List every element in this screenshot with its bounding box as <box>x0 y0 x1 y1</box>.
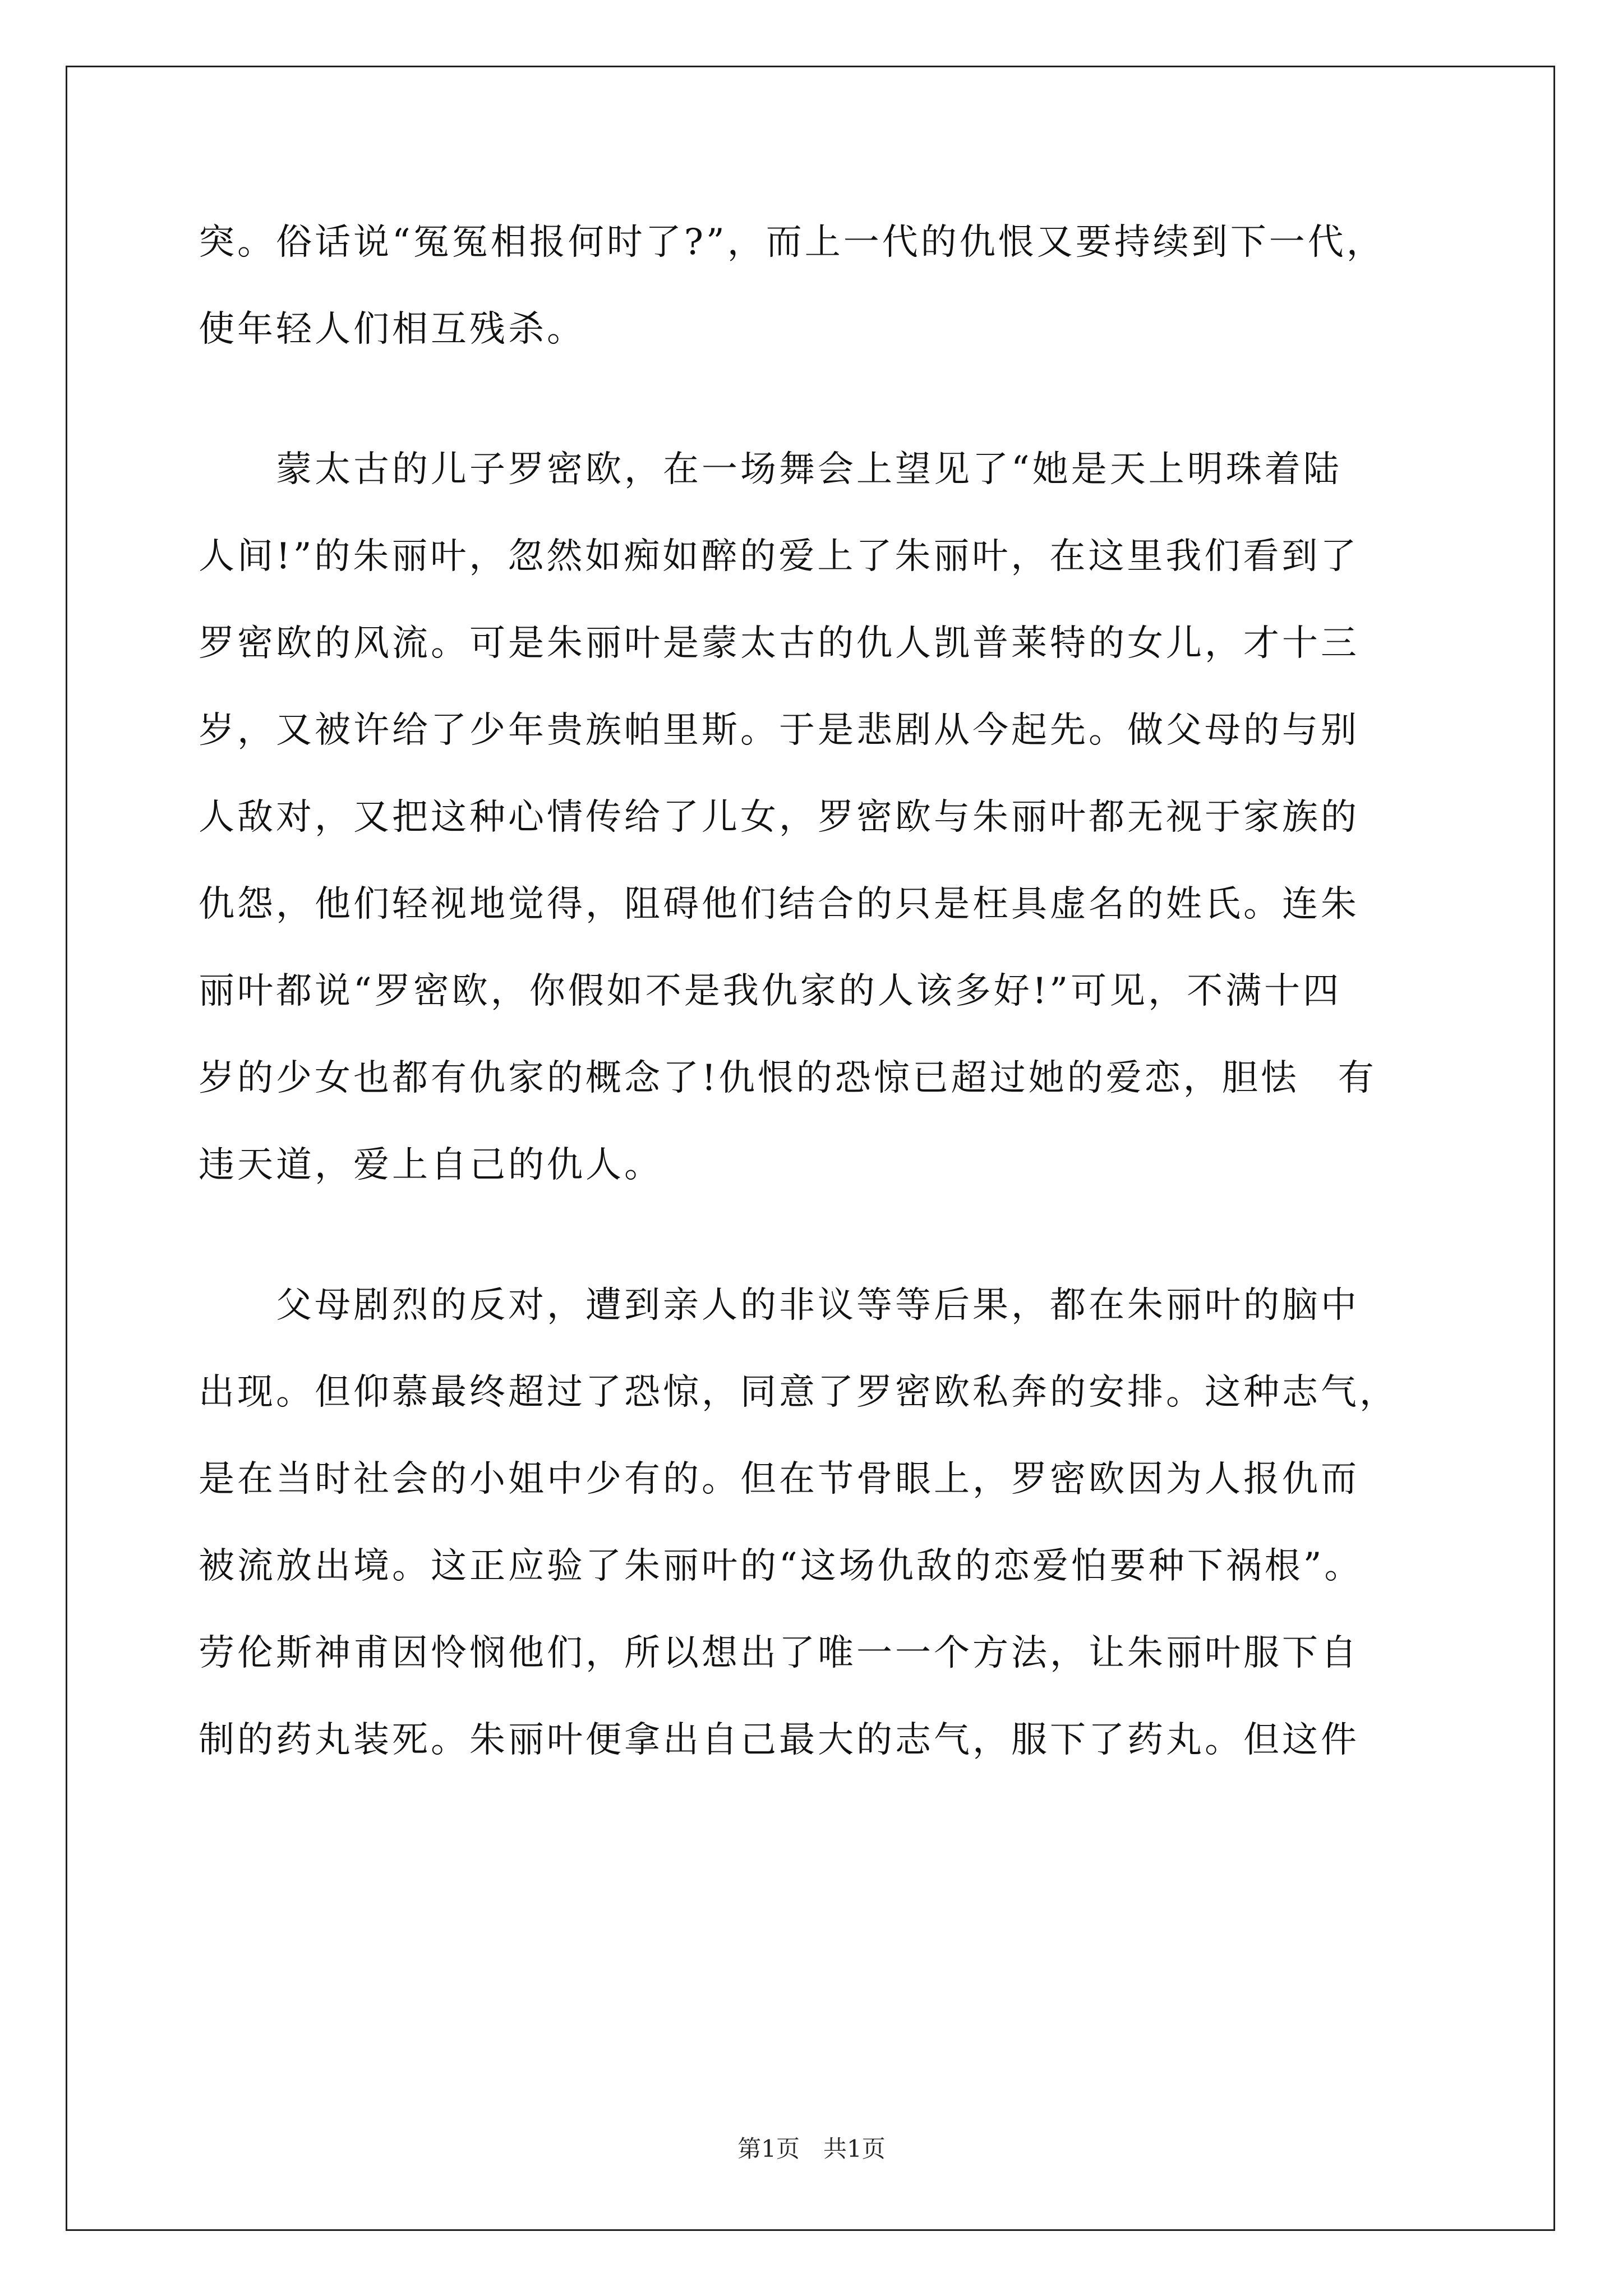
text-line: 岁，又被许给了少年贵族帕里斯。于是悲剧从今起先。做父母的与别 <box>199 710 1359 751</box>
page-number: 第1页 共1页 <box>737 2135 886 2162</box>
text-line: 人敌对，又把这种心情传给了儿女，罗密欧与朱丽叶都无视于家族的 <box>199 797 1359 838</box>
text-line: 罗密欧的风流。可是朱丽叶是蒙太古的仇人凯普莱特的女儿，才十三 <box>199 623 1359 664</box>
text-line: 岁的少女也都有仇家的概念了!仇恨的恐惊已超过她的爱恋，胆怯 有 <box>199 1057 1377 1099</box>
text-line: 父母剧烈的反对，遭到亲人的非议等等后果，都在朱丽叶的脑中 <box>199 1285 1359 1326</box>
text-line: 违天道，爱上自己的仇人。 <box>199 1144 663 1186</box>
text-line: 被流放出境。这正应验了朱丽叶的“这场仇敌的恋爱怕要种下祸根”。 <box>199 1545 1363 1587</box>
text-line: 丽叶都说“罗密欧，你假如不是我仇家的人该多好!”可见，不满十四 <box>199 970 1342 1012</box>
text-line: 出现。但仰慕最终超过了恐惊，同意了罗密欧私奔的安排。这种志气， <box>199 1372 1398 1413</box>
text-line: 蒙太古的儿子罗密欧，在一场舞会上望见了“她是天上明珠着陆 <box>199 449 1342 490</box>
text-line: 人间!”的朱丽叶，忽然如痴如醉的爱上了朱丽叶，在这里我们看到了 <box>199 536 1359 577</box>
text-line: 制的药丸装死。朱丽叶便拿出自己最大的志气，服下了药丸。但这件 <box>199 1719 1359 1761</box>
text-line: 是在当时社会的小姐中少有的。但在节骨眼上，罗密欧因为人报仇而 <box>199 1458 1359 1500</box>
text-line: 仇怨，他们轻视地觉得，阻碍他们结合的只是枉具虚名的姓氏。连朱 <box>199 884 1359 925</box>
text-line: 使年轻人们相互残杀。 <box>199 309 585 350</box>
text-line: 突。俗话说“冤冤相报何时了?”，而上一代的仇恨又要持续到下一代， <box>199 222 1385 263</box>
text-line: 劳伦斯神甫因怜悯他们，所以想出了唯一一个方法，让朱丽叶服下自 <box>199 1632 1359 1674</box>
